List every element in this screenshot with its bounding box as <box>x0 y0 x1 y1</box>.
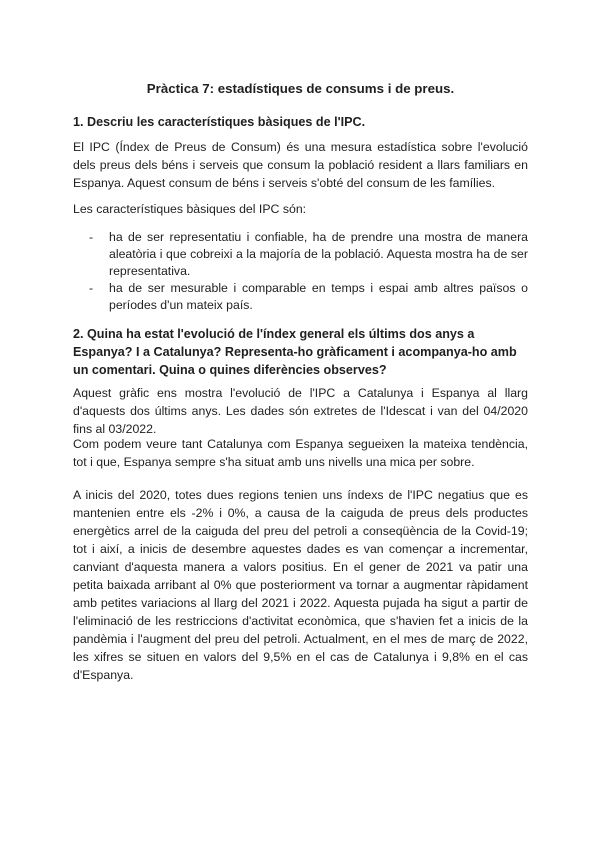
section2-paragraph-3: A inicis del 2020, totes dues regions tenien uns índexs de l'IPC negatius que es mantenien entre els -2% i 0%, a causa de la caiguda de preus dels productes energètics arrel de la caiguda del preu del petroli a conseqüència de la Covid-19; tot i així, a inicis de desembre aquestes dades es van començar a incrementar, canviant d'aquesta manera a valors positius. En el gener de 2021 va patir una petita baixada arribant al 0% que posteriorment va tornar a augmentar ràpidament amb petites variacions al llarg del 2021 i 2022. Aquesta pujada ha sigut a partir de l'eliminació de les restriccions d'activitat econòmica, que s'havien fet a inicis de la pandèmia i l'augment del preu del petroli. Actualment, en el mes de març de 2022, les xifres se situen en valors del 9,5% en el cas de Catalunya i 9,8% en el cas d'Espanya. <box>73 488 528 682</box>
section1-paragraph-2: Les característiques bàsiques del IPC són: <box>73 202 307 216</box>
section1-paragraph-1: El IPC (Índex de Preus de Consum) és una mesura estadística sobre l'evolució dels preus dels béns i serveis que consum la població resident a llars familiars en Espanya. Aquest consum de béns i serveis s'obté del consum de les famílies. <box>73 140 528 190</box>
section2-paragraph-1: Aquest gràfic ens mostra l'evolució de l'IPC a Catalunya i Espanya al llarg d'aquests dos últims anys. Les dades són extretes de l'Idescat i van del 04/2020 fins al 03/2022. <box>73 386 528 436</box>
characteristics-list <box>73 229 528 314</box>
section1-heading: 1. Descriu les característiques bàsiques de l'IPC. <box>73 115 366 129</box>
list-item: - ha de ser representatiu i confiable, ha de prendre una mostra de manera aleatòria i que cobreixi a la majoría de la població. Aquesta mostra ha de ser representativa. <box>73 229 528 280</box>
section2-paragraph-2: Com podem veure tant Catalunya com Espanya segueixen la mateixa tendència, tot i que, Espanya sempre s'ha situat amb uns nivells una mica per sobre. <box>73 437 528 469</box>
document-title: Pràctica 7: estadístiques de consums i de preus. <box>146 81 455 96</box>
list-item: - ha de ser mesurable i comparable en temps i espai amb altres països o períodes d'un mateix país. <box>73 280 528 314</box>
section2-heading: 2. Quina ha estat l'evolució de l'índex general els últims dos anys a Espanya? I a Catalunya? Representa-ho gràficament i acompanya-ho amb un comentari. Quina o quines diferències observes? <box>73 327 517 377</box>
